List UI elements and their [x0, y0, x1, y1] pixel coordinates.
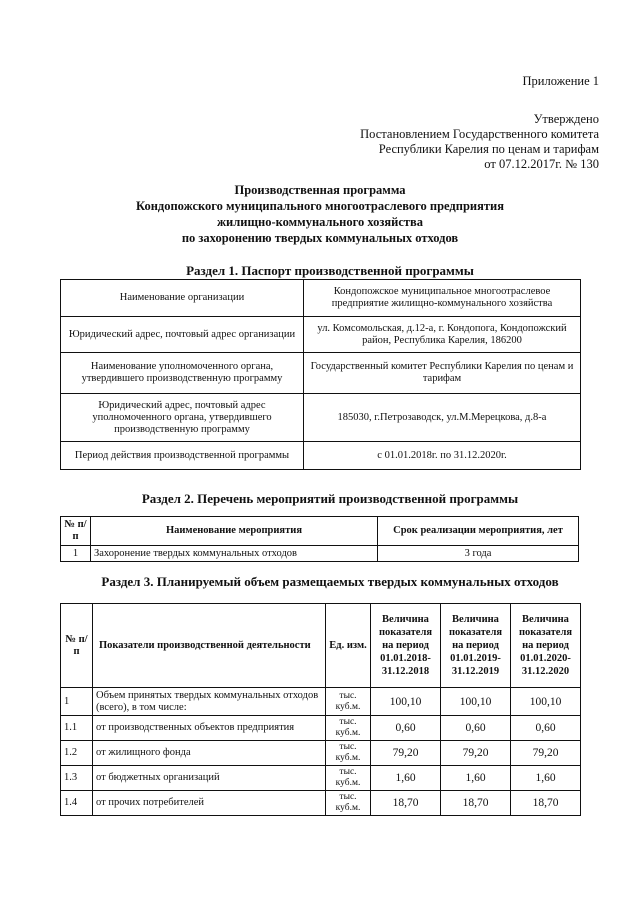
passport-row — [61, 442, 581, 470]
approved-label: Утверждено — [533, 112, 599, 126]
table-row — [61, 716, 581, 741]
section2-heading: Раздел 2. Перечень мероприятий производственной программы — [141, 491, 519, 506]
passport-value: с 01.01.2018г. по 31.12.2020г. — [304, 442, 581, 470]
approved-date: от 07.12.2017г. № 130 — [484, 157, 599, 171]
table-row — [61, 688, 581, 716]
unit-cell: тыс. куб.м. — [326, 688, 371, 716]
indicator-name: от жилищного фонда — [93, 741, 326, 766]
row-number: 1 — [61, 546, 91, 562]
approved-by-line-1: Постановлением Государственного комитета — [360, 127, 599, 141]
unit-cell: тыс. куб.м. — [326, 741, 371, 766]
passport-row — [61, 317, 581, 353]
title-line-1: Производственная программа — [234, 183, 406, 197]
passport-label: Юридический адрес, почтовый адрес уполномоченного органа, утвердившего производственную программу — [61, 394, 304, 442]
title-line-2: Кондопожского муниципального многоотраслевого предприятия — [136, 199, 504, 213]
value-2020: 1,60 — [511, 766, 581, 791]
activity-name: Захоронение твердых коммунальных отходов — [91, 546, 378, 562]
value-2020: 100,10 — [511, 688, 581, 716]
value-2018: 100,10 — [371, 688, 441, 716]
activities-header-row — [61, 517, 579, 546]
section1-heading: Раздел 1. Паспорт производственной программы — [186, 263, 474, 278]
table-row — [61, 741, 581, 766]
value-2018: 0,60 — [371, 716, 441, 741]
unit-cell: тыс. куб.м. — [326, 766, 371, 791]
approved-by-line-2: Республики Карелия по ценам и тарифам — [378, 142, 599, 156]
unit-cell: тыс. куб.м. — [326, 791, 371, 816]
indicator-name: от производственных объектов предприятия — [93, 716, 326, 741]
unit-cell: тыс. куб.м. — [326, 716, 371, 741]
passport-row — [61, 353, 581, 394]
table-row — [61, 546, 579, 562]
col-header-unit: Ед. изм. — [326, 604, 371, 688]
document-title — [60, 182, 580, 246]
title-line-3: жилищно-коммунального хозяйства — [216, 215, 424, 229]
col-header-term: Срок реализации мероприятия, лет — [378, 517, 579, 546]
volume-header-row — [61, 604, 581, 688]
col-header-period-2020: Величина показателя на период 01.01.2020-31.12.2020 — [511, 604, 581, 688]
activity-term: 3 года — [378, 546, 579, 562]
row-number: 1.3 — [61, 766, 93, 791]
appendix-label: Приложение 1 — [522, 74, 599, 88]
value-2019: 100,10 — [441, 688, 511, 716]
value-2019: 1,60 — [441, 766, 511, 791]
value-2019: 0,60 — [441, 716, 511, 741]
table-row — [61, 766, 581, 791]
col-header-no: № п/п — [61, 517, 91, 546]
passport-label: Юридический адрес, почтовый адрес организации — [61, 317, 304, 353]
row-number: 1.4 — [61, 791, 93, 816]
row-number: 1 — [61, 688, 93, 716]
passport-value: Государственный комитет Республики Карелия по ценам и тарифам — [304, 353, 581, 394]
value-2020: 0,60 — [511, 716, 581, 741]
passport-row — [61, 280, 581, 317]
value-2019: 79,20 — [441, 741, 511, 766]
row-number: 1.2 — [61, 741, 93, 766]
col-header-period-2019: Величина показателя на период 01.01.2019-31.12.2019 — [441, 604, 511, 688]
row-number: 1.1 — [61, 716, 93, 741]
indicator-name: Объем принятых твердых коммунальных отходов (всего), в том числе: — [93, 688, 326, 716]
indicator-name: от бюджетных организаций — [93, 766, 326, 791]
passport-value: ул. Комсомольская, д.12-а, г. Кондопога, Кондопожский район, Республика Карелия, 186200 — [304, 317, 581, 353]
title-line-4: по захоронению твердых коммунальных отходов — [181, 231, 459, 245]
passport-table — [60, 279, 581, 470]
col-header-period-2018: Величина показателя на период 01.01.2018-31.12.2018 — [371, 604, 441, 688]
value-2019: 18,70 — [441, 791, 511, 816]
volume-table — [60, 603, 581, 816]
section3-heading: Раздел 3. Планируемый объем размещаемых твердых коммунальных отходов — [101, 574, 559, 589]
value-2018: 18,70 — [371, 791, 441, 816]
passport-label: Наименование уполномоченного органа, утвердившего производственную программу — [61, 353, 304, 394]
passport-label: Наименование организации — [61, 280, 304, 317]
passport-value: 185030, г.Петрозаводск, ул.М.Мерецкова, д.8-а — [304, 394, 581, 442]
value-2018: 1,60 — [371, 766, 441, 791]
value-2018: 79,20 — [371, 741, 441, 766]
passport-label: Период действия производственной программы — [61, 442, 304, 470]
passport-row — [61, 394, 581, 442]
col-header-indicator: Показатели производственной деятельности — [93, 604, 326, 688]
table-row — [61, 791, 581, 816]
indicator-name: от прочих потребителей — [93, 791, 326, 816]
value-2020: 79,20 — [511, 741, 581, 766]
activities-table — [60, 516, 579, 562]
col-header-no: № п/п — [61, 604, 93, 688]
value-2020: 18,70 — [511, 791, 581, 816]
col-header-activity: Наименование мероприятия — [91, 517, 378, 546]
passport-value: Кондопожское муниципальное многоотраслевое предприятие жилищно-коммунального хозяйства — [304, 280, 581, 317]
